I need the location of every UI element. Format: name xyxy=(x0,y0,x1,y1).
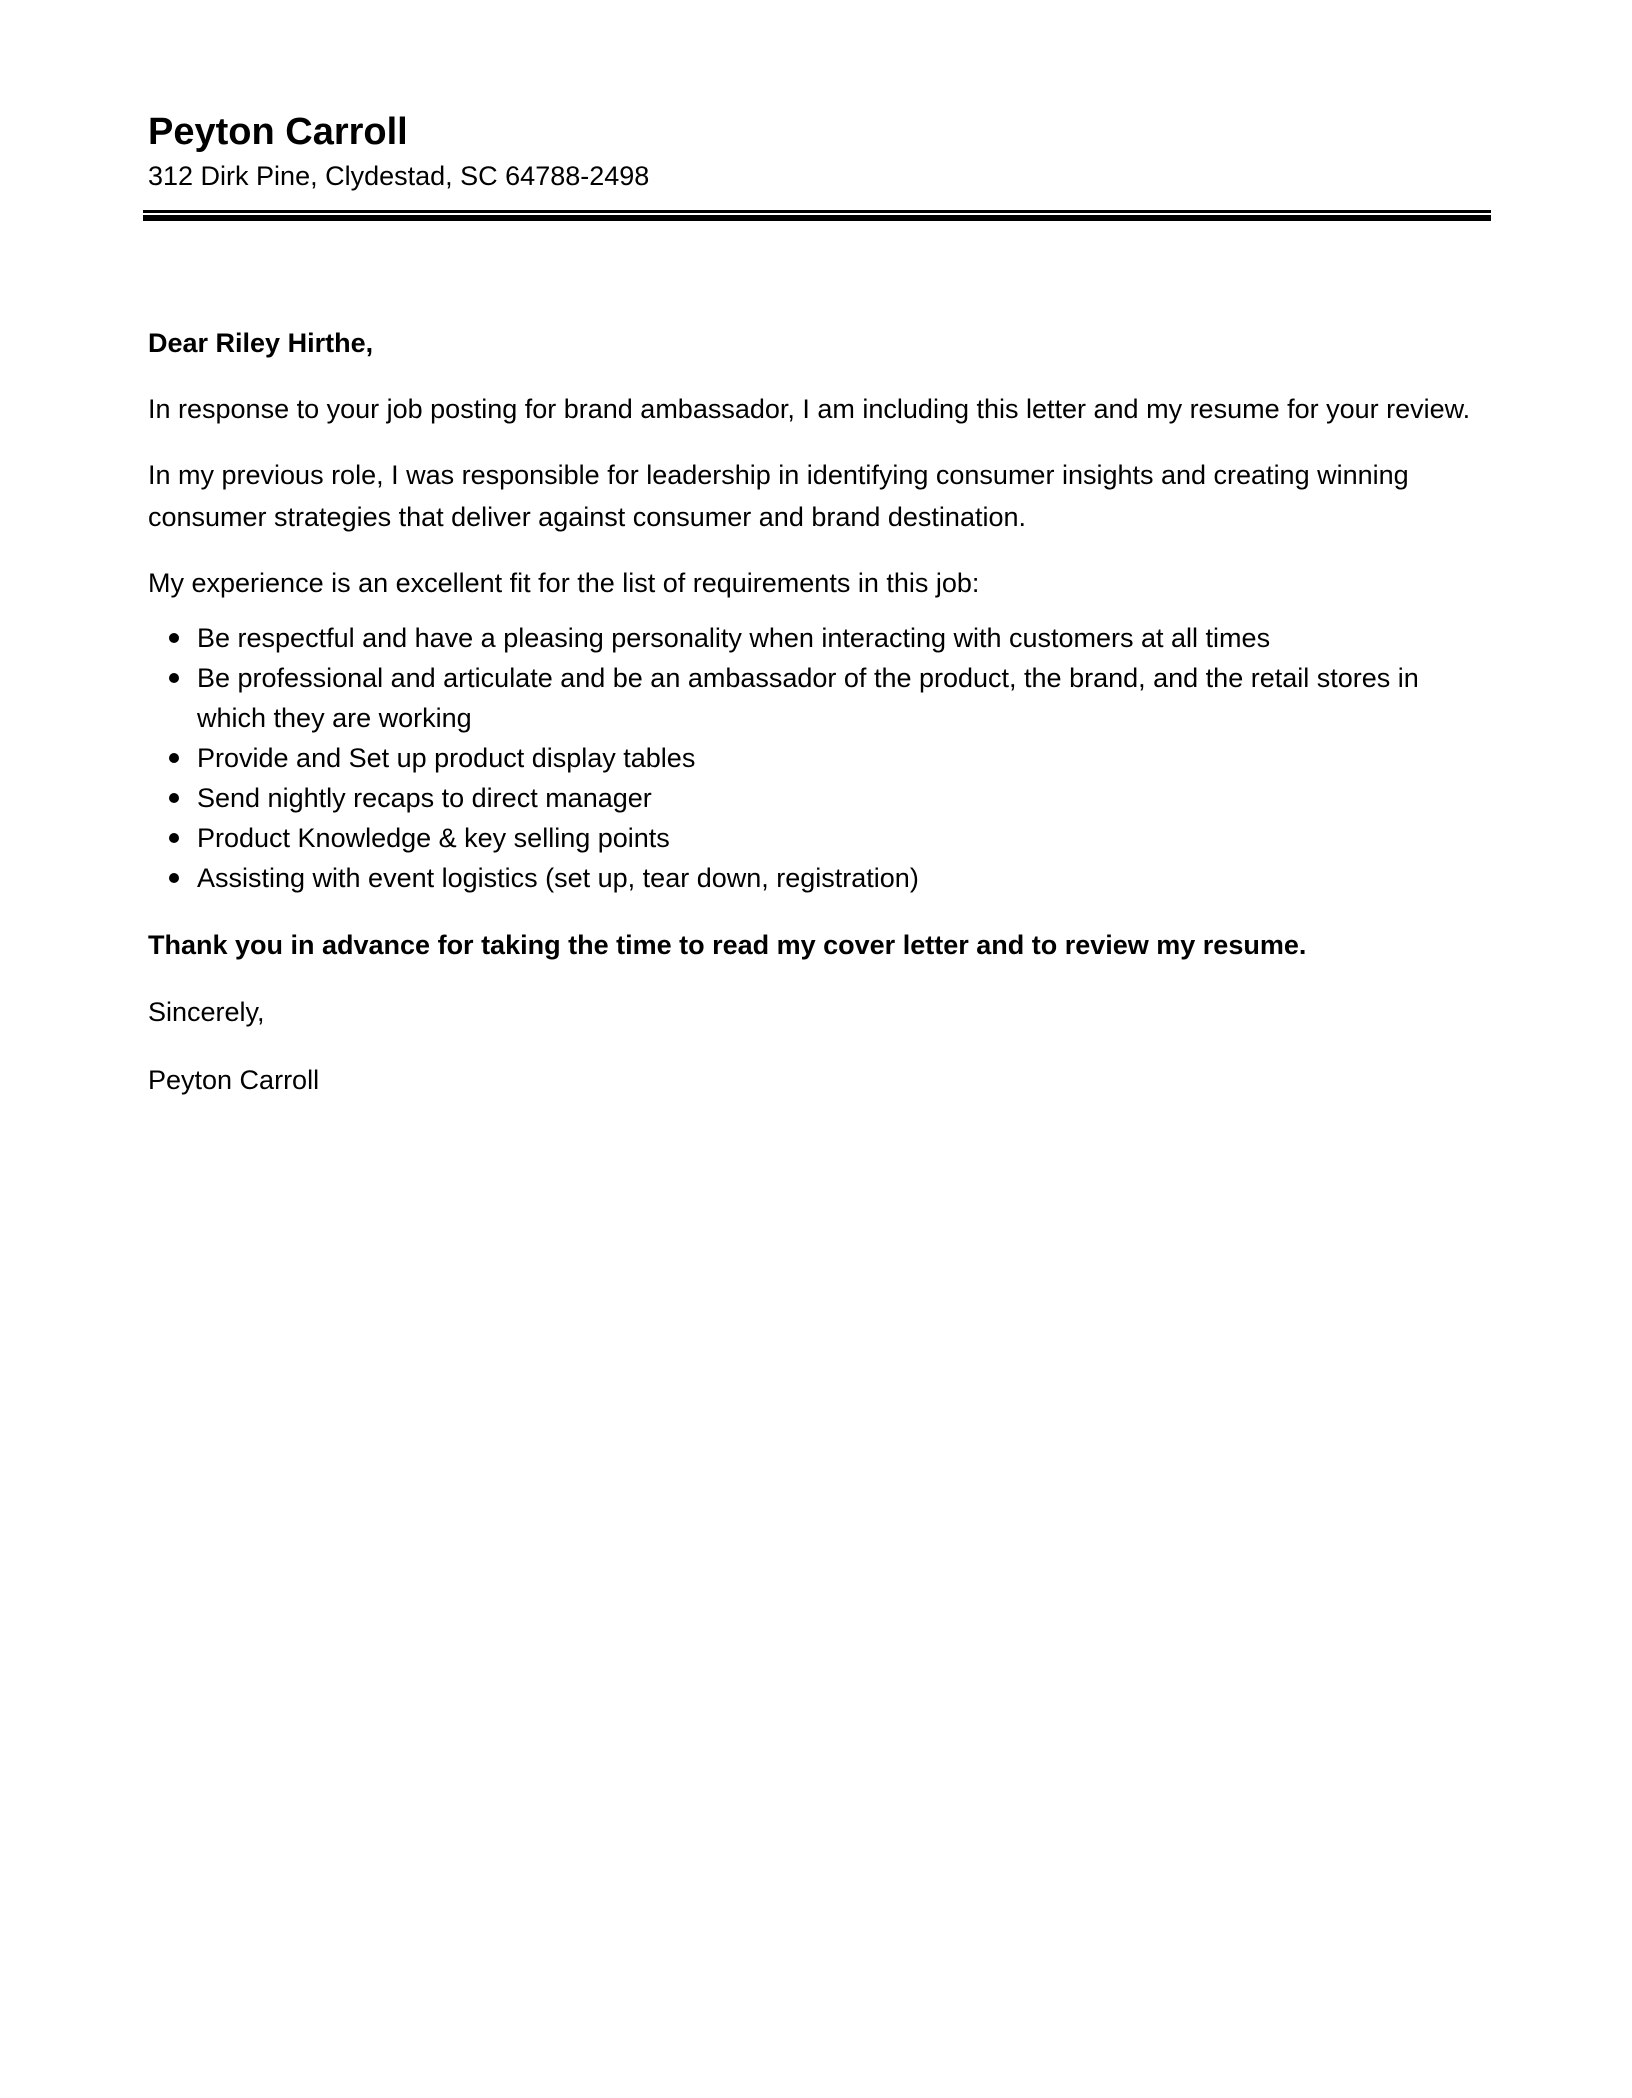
closing: Sincerely, xyxy=(148,997,265,1027)
list-item-text: Be respectful and have a pleasing personality when interacting with customers at all times xyxy=(197,623,1271,653)
list-item xyxy=(148,738,1488,778)
bullet-icon xyxy=(169,833,179,843)
list-item xyxy=(148,618,1488,658)
salutation: Dear Riley Hirthe, xyxy=(148,328,374,358)
divider-thin-line xyxy=(143,210,1491,213)
signature: Peyton Carroll xyxy=(148,1065,320,1095)
paragraph-experience: In my previous role, I was responsible for leadership in identifying consumer insights and creating winning consumer strategies that deliver against consumer and brand destination. xyxy=(148,460,1409,532)
divider-thick-line xyxy=(143,215,1491,221)
paragraph-intro: In response to your job posting for brand ambassador, I am including this letter and my resume for your review. xyxy=(148,394,1471,424)
letter-header xyxy=(148,108,1488,194)
list-item-text: Be professional and articulate and be an ambassador of the product, the brand, and the retail stores in which they are working xyxy=(197,663,1419,733)
letter-body xyxy=(148,322,1488,1126)
bullet-icon xyxy=(169,793,179,803)
thank-you-line: Thank you in advance for taking the time to read my cover letter and to review my resume. xyxy=(148,930,1307,960)
list-item-text: Send nightly recaps to direct manager xyxy=(197,783,652,813)
header-divider xyxy=(143,210,1491,222)
bullet-icon xyxy=(169,753,179,763)
bullet-icon xyxy=(169,673,179,683)
list-item xyxy=(148,658,1488,738)
list-item-text: Provide and Set up product display tables xyxy=(197,743,696,773)
bullet-icon xyxy=(169,633,179,643)
list-item xyxy=(148,858,1488,898)
bullet-icon xyxy=(169,873,179,883)
list-item xyxy=(148,778,1488,818)
sender-address: 312 Dirk Pine, Clydestad, SC 64788-2498 xyxy=(148,161,650,191)
list-item xyxy=(148,818,1488,858)
requirements-list xyxy=(148,618,1488,898)
list-item-text: Assisting with event logistics (set up, tear down, registration) xyxy=(197,863,919,893)
list-item-text: Product Knowledge & key selling points xyxy=(197,823,670,853)
paragraph-requirements-lead: My experience is an excellent fit for the list of requirements in this job: xyxy=(148,568,980,598)
sender-name: Peyton Carroll xyxy=(148,111,408,153)
